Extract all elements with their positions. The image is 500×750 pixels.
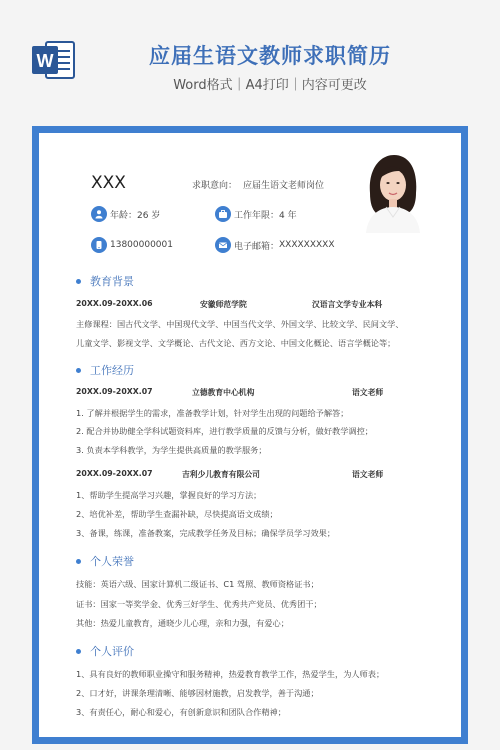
honors-heading: [76, 553, 134, 569]
work-job-2-item: 2、培优补差，帮助学生查漏补缺，尽快提高语文成绩；: [76, 509, 278, 519]
page-title: 应届生语文教师求职简历: [149, 44, 391, 68]
work-job-2-item: 3、备课，练课，准备教案，完成教学任务及目标；确保学员学习效果；: [76, 528, 336, 538]
work-job-1-date: 20XX.09-20XX.07: [76, 387, 153, 396]
candidate-name: XXX: [91, 173, 126, 193]
work-job-1-position: 语文老师: [352, 388, 384, 397]
work-years-label: 工作年限：: [234, 210, 280, 221]
job-intent-label: 求职意向：: [192, 181, 238, 191]
work-job-1-company: 立德教育中心机构: [192, 388, 255, 397]
evaluation-line: 3、有责任心，耐心和爱心，有创新意识和团队合作精神；: [76, 707, 286, 717]
job-intent-value: 应届生语文老师岗位: [243, 181, 325, 191]
evaluation-line: 2、口才好，讲课条理清晰、能够因材施教，启发教学，善于沟通；: [76, 688, 319, 698]
person-icon: [91, 206, 107, 222]
phone-icon: [91, 237, 107, 253]
job-intent: [192, 178, 324, 191]
header: [0, 0, 500, 120]
honors-line: 其他：热爱儿童教育，通晓少儿心理，亲和力强，有爱心；: [76, 618, 289, 628]
section-bullet-icon: [76, 559, 81, 564]
briefcase-icon: [215, 206, 231, 222]
evaluation-heading: [76, 643, 134, 659]
honors-line: 证书：国家一等奖学金、优秀三好学生、优秀共产党员、优秀团干；: [76, 599, 322, 609]
work-job-1-item: 2. 配合并协助健全学科试题资料库，进行教学质量的反馈与分析，做好教学调控；: [76, 426, 373, 436]
honors-heading-text: 个人荣誉: [90, 555, 134, 568]
education-courses-line-1: 主修课程：国古代文学、中国现代文学、中国当代文学、外国文学、比较文学、民间文学、: [76, 319, 404, 329]
evaluation-heading-text: 个人评价: [90, 645, 134, 658]
mail-icon: [215, 237, 231, 253]
work-job-2-item: 1、帮助学生提高学习兴趣，掌握良好的学习方法；: [76, 490, 262, 500]
page-subtitle: Word格式｜A4打印｜内容可更改: [173, 78, 367, 93]
work-job-1-item: 3. 负责本学科教学，为学生提供高质量的教学服务；: [76, 445, 267, 455]
profile-photo: [362, 149, 422, 233]
work-job-2-company: 吉利少儿教育有限公司: [182, 470, 260, 479]
email-value: XXXXXXXXX: [279, 240, 335, 250]
age-label: 年龄：: [110, 210, 138, 221]
education-heading: [76, 273, 134, 289]
resume-frame: [32, 126, 468, 744]
work-job-1-item: 1. 了解并根据学生的需求，准备教学计划，针对学生出现的问题给予解答；: [76, 408, 349, 418]
email-row: [215, 236, 335, 254]
phone-value: 13800000001: [110, 240, 173, 250]
section-bullet-icon: [76, 649, 81, 654]
education-heading-text: 教育背景: [90, 275, 134, 288]
age-row: [91, 205, 160, 223]
work-heading: [76, 362, 134, 378]
word-icon-letter: W: [36, 51, 54, 71]
honors-line: 技能：英语六级、国家计算机二级证书、C1 驾照、教师资格证书；: [76, 579, 319, 589]
education-date: 20XX.09-20XX.06: [76, 299, 153, 308]
education-school: 安徽师范学院: [200, 300, 247, 309]
work-job-2-position: 语文老师: [352, 470, 384, 479]
work-years-value: 4 年: [279, 210, 297, 221]
work-years-row: [215, 205, 297, 223]
education-courses-line-2: 儿童文学、影视文学、文学概论、古代文论、西方文论、中国文化概论、语言学概论等；: [76, 338, 396, 348]
email-label: 电子邮箱：: [234, 241, 280, 252]
section-bullet-icon: [76, 279, 81, 284]
education-major: 汉语言文学专业本科: [312, 300, 383, 309]
evaluation-line: 1、具有良好的教师职业操守和服务精神，热爱教育教学工作，热爱学生，为人师表；: [76, 669, 385, 679]
work-job-2-date: 20XX.09-20XX.07: [76, 469, 153, 478]
work-heading-text: 工作经历: [90, 364, 134, 377]
phone-row: [91, 236, 173, 254]
section-bullet-icon: [76, 368, 81, 373]
age-value: 26 岁: [137, 210, 161, 221]
resume-document: [39, 133, 461, 737]
